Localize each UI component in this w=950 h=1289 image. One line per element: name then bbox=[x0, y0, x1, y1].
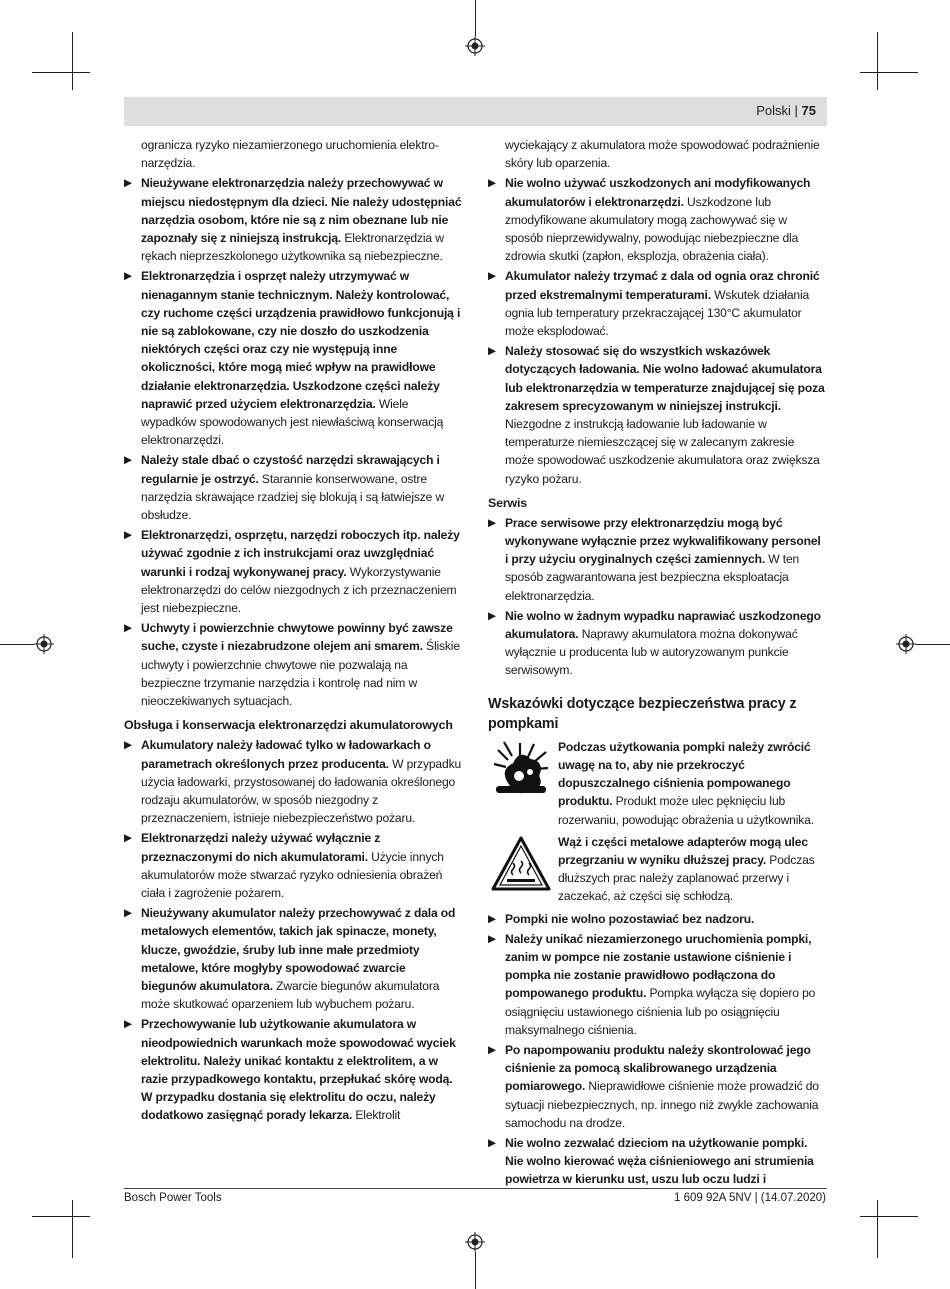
list-item bbox=[488, 1134, 826, 1189]
warning-bold: Podczas użytkowania pompki należy zwrócić uwagę na to, aby nie przekroczyć dopuszczalnego ciśnienia pompowanego produktu. bbox=[558, 739, 811, 809]
item-bold: Należy stosować się do wszystkich wskazówek dotyczących ładowania. Nie wolno ładować akumulatora lub elektronarzędzia w temperaturze znajdującej się poza zakresem sprecyzowanym w niniejszej instrukcji. bbox=[505, 344, 825, 413]
list-item bbox=[488, 1041, 826, 1132]
item-bold: Nieużywany akumulator należy przechowywać z dala od metalowych elementów, takich jak spinacze, monety, klucze, gwoździe, śruby lub inne małe przedmioty metalowe, które mogłyby spowodować zwarcie biegunów akumulatora. bbox=[141, 906, 456, 993]
item-text: Elektrolit bbox=[352, 1108, 401, 1123]
item-bold: Po napompowaniu produktu należy skontrolować jego ciśnienie za pomocą skalibrowanego urządzenia pomiarowego. bbox=[505, 1042, 811, 1094]
registration-mark-icon bbox=[34, 634, 54, 654]
list-item bbox=[488, 174, 826, 265]
list-item bbox=[124, 451, 462, 524]
crop-mark bbox=[72, 32, 73, 90]
header-bar bbox=[124, 97, 827, 126]
continued-text: wyciekający z akumulatora może spowodować podrażnienie skóry lub oparzenia. bbox=[505, 138, 820, 171]
item-bold: Elektronarzędzi należy używać wyłącznie z przeznaczonymi do nich akumulatorami. bbox=[141, 831, 381, 864]
continued-text: ogranicza ryzyko niezamierzonego uruchomienia elektro-narzędzia. bbox=[141, 138, 439, 171]
section-heading: Wskazówki dotyczące bezpieczeństwa pracy z pompkami bbox=[488, 695, 797, 732]
item-bold: Nie wolno zezwalać dzieciom na użytkowanie pompki. Nie wolno kierować węża ciśnieniowego ani strumienia powietrza w kierunku ust, uszu lub oczu ludzi i bbox=[505, 1135, 814, 1187]
item-text: Wiele wypadków spowodowanych jest niewłaściwą konserwacją elektronarzędzi. bbox=[141, 396, 444, 448]
item-text: Naprawy akumulatora można dokonywać wyłącznie u producenta lub w autoryzowanym punkcie serwisowym. bbox=[505, 627, 798, 678]
list-item bbox=[488, 267, 826, 340]
list-item bbox=[488, 930, 826, 1039]
item-text: Zwarcie biegunów akumulatora może skutkować oparzeniem lub wybuchem pożaru. bbox=[141, 978, 440, 1012]
item-text: Śliskie uchwyty i powierzchnie chwytowe nie pozwalają na bezpieczne trzymanie narzędzia i kontrolę nad nim w nieoczekiwanych sytuacjach. bbox=[141, 639, 460, 709]
item-text: Wskutek działania ognia lub temperatury przekraczającej 130°C akumulator może eksplodować. bbox=[505, 287, 810, 339]
list-item bbox=[124, 267, 462, 449]
explosion-warning-icon bbox=[490, 740, 552, 798]
left-column bbox=[124, 136, 462, 1127]
item-text: Wykorzystywanie elektronarzędzi do celów niezgodnych z ich przeznaczeniem jest niebezpieczne. bbox=[141, 564, 457, 616]
warning-text: Podczas dłuższych prac należy zaplanować przerwy i zaczekać, aż części się schłodzą. bbox=[558, 852, 815, 904]
right-column bbox=[488, 136, 826, 1191]
crop-mark bbox=[877, 32, 878, 90]
item-bold: Nie wolno w żadnym wypadku naprawiać uszkodzonego akumulatora. bbox=[505, 608, 821, 642]
crop-mark bbox=[475, 1252, 476, 1289]
page-header bbox=[756, 103, 816, 118]
list-item bbox=[124, 174, 462, 265]
item-text: Starannie konserwowane, ostre narzędzia skrawające rzadziej się blokują i są łatwiejsze w obsłudze. bbox=[141, 471, 445, 523]
list-item bbox=[124, 526, 462, 617]
item-text: Pompka wyłącza się dopiero po osiągnięciu ustawionego ciśnienia lub po osiągnięciu maksymalnego ciśnienia. bbox=[505, 986, 816, 1037]
item-bold: Przechowywanie lub użytkowanie akumulatora w nieodpowiednich warunkach może spowodować wyciek elektrolitu. Należy unikać kontaktu z elektrolitem, a w razie przypadkowego kontaktu, przepłukać skórę wodą. W przypadku dostania się elektrolitu do oczu, należy dodatkowo zasięgnąć porady lekarza. bbox=[141, 1017, 456, 1123]
registration-mark-icon bbox=[465, 36, 485, 56]
footer-brand: Bosch Power Tools bbox=[124, 1192, 222, 1204]
item-bold: Akumulatory należy ładować tylko w ładowarkach o parametrach określonych przez producenta. bbox=[141, 738, 431, 771]
list-item bbox=[124, 1015, 462, 1124]
item-bold: Pompki nie wolno pozostawiać bez nadzoru. bbox=[505, 911, 755, 926]
list-item bbox=[124, 619, 462, 710]
list-item bbox=[124, 829, 462, 902]
section-subheading: Serwis bbox=[488, 495, 528, 510]
item-bold: Elektronarzędzia i osprzęt należy utrzymywać w nienagannym stanie technicznym. Należy kontrolować, czy ruchome części urządzenia prawidłowo funkcjonują i nie są zablokowane, czy nie doszło do uszkodzenia niektórych części oraz czy nie występują inne okoliczności, które mogą mieć wpływ na prawidłowe działanie elektronarzędzia. Uszkodzone części należy naprawić przed użyciem elektronarzędzia. bbox=[141, 269, 461, 411]
crop-mark bbox=[72, 1200, 73, 1258]
warning-text: Produkt może ulec pęknięciu lub rozerwaniu, powodując obrażenia u użytkownika. bbox=[558, 794, 814, 827]
footer-doc-id: 1 609 92A 5NV | (14.07.2020) bbox=[674, 1192, 826, 1204]
item-bold: Nieużywane elektronarzędzia należy przechowywać w miejscu niedostępnym dla dzieci. Nie należy udostępniać narzędzia osobom, które nie są z nim obeznane lub nie zapoznały się z niniejszą instrukcją. bbox=[141, 176, 462, 246]
item-bold: Akumulator należy trzymać z dala od ognia oraz chronić przed ekstremalnymi temperaturami. bbox=[505, 269, 820, 302]
item-bold: Prace serwisowe przy elektronarzędziu mogą być wykonywane wyłącznie przez wykwalifikowany personel i przy użyciu oryginalnych części zamiennych. bbox=[505, 515, 821, 567]
list-item bbox=[488, 910, 826, 928]
crop-mark bbox=[475, 0, 476, 36]
registration-mark-icon bbox=[465, 1232, 485, 1252]
registration-mark-icon bbox=[896, 634, 916, 654]
crop-mark bbox=[916, 644, 950, 645]
footer-rule bbox=[124, 1188, 827, 1189]
list-item bbox=[488, 607, 826, 680]
item-text: W ten sposób zagwarantowana jest bezpieczna eksploatacja elektronarzędzia. bbox=[505, 552, 800, 603]
list-item bbox=[124, 736, 462, 827]
crop-mark bbox=[860, 1216, 918, 1217]
header-separator: | bbox=[794, 103, 798, 118]
item-text: W przypadku użycia ładowarki, przystosowanej do ładowania określonego rodzaju akumulatorów, w sposób niezgodny z przeznaczeniem, istnieje niebezpieczeństwo pożaru. bbox=[141, 756, 462, 826]
item-bold: Należy stale dbać o czystość narzędzi skrawających i regularnie je ostrzyć. bbox=[141, 453, 440, 486]
item-text: Uszkodzone lub zmodyfikowane akumulatory mogą zachowywać się w sposób nieprzewidywalny, powodując niebezpieczne dla zdrowia skutki (zapłon, eksplozja, obrażenia ciała). bbox=[505, 194, 799, 264]
crop-mark bbox=[32, 72, 90, 73]
crop-mark bbox=[860, 72, 918, 73]
warning-block bbox=[488, 833, 826, 906]
list-item bbox=[488, 342, 826, 488]
page-number: 75 bbox=[801, 103, 816, 118]
crop-mark bbox=[877, 1200, 878, 1258]
item-bold: Uchwyty i powierzchnie chwytowe powinny być zawsze suche, czyste i niezabrudzone olejem ani smarem. bbox=[141, 621, 453, 654]
item-bold: Elektronarzędzi, osprzętu, narzędzi roboczych itp. należy używać zgodnie z ich instrukcjami oraz uwzględniać warunki i rodzaj wykonywanej pracy. bbox=[141, 528, 460, 579]
item-text: Niezgodne z instrukcją ładowanie lub ładowanie w temperaturze niemieszczącej się w zalecanym zakresie może spowodować uszkodzenie akumulatora oraz zwiększa ryzyko pożaru. bbox=[505, 417, 820, 486]
item-bold: Należy unikać niezamierzonego uruchomienia pompki, zanim w pompce nie zostanie ustawione ciśnienie i pompka nie zostanie prawidłowo podłączona do pompowanego produktu. bbox=[505, 931, 812, 1001]
header-language: Polski bbox=[756, 103, 791, 118]
item-text: Elektronarzędzia w rękach nieprzeszkolonego użytkownika są niebezpieczne. bbox=[141, 231, 444, 264]
list-item bbox=[124, 904, 462, 1013]
item-text: Użycie innych akumulatorów może stwarzać ryzyko odniesienia obrażeń ciała i zagrożenie pożarem. bbox=[141, 849, 444, 900]
warning-bold: Wąż i części metalowe adapterów mogą ulec przegrzaniu w wyniku dłuższej pracy. bbox=[558, 834, 808, 867]
crop-mark bbox=[32, 1216, 90, 1217]
section-subheading: Obsługa i konserwacja elektronarzędzi akumulatorowych bbox=[124, 718, 453, 733]
list-item bbox=[488, 514, 826, 605]
hot-surface-warning-icon bbox=[490, 835, 552, 893]
item-bold: Nie wolno używać uszkodzonych ani modyfikowanych akumulatorów i elektronarzędzi. bbox=[505, 176, 811, 209]
warning-block bbox=[488, 738, 826, 829]
item-text: Nieprawidłowe ciśnienie może prowadzić do sytuacji niebezpiecznych, np. innego niż zwykle zachowania samochodu na drodze. bbox=[505, 1079, 819, 1130]
crop-mark bbox=[0, 644, 34, 645]
